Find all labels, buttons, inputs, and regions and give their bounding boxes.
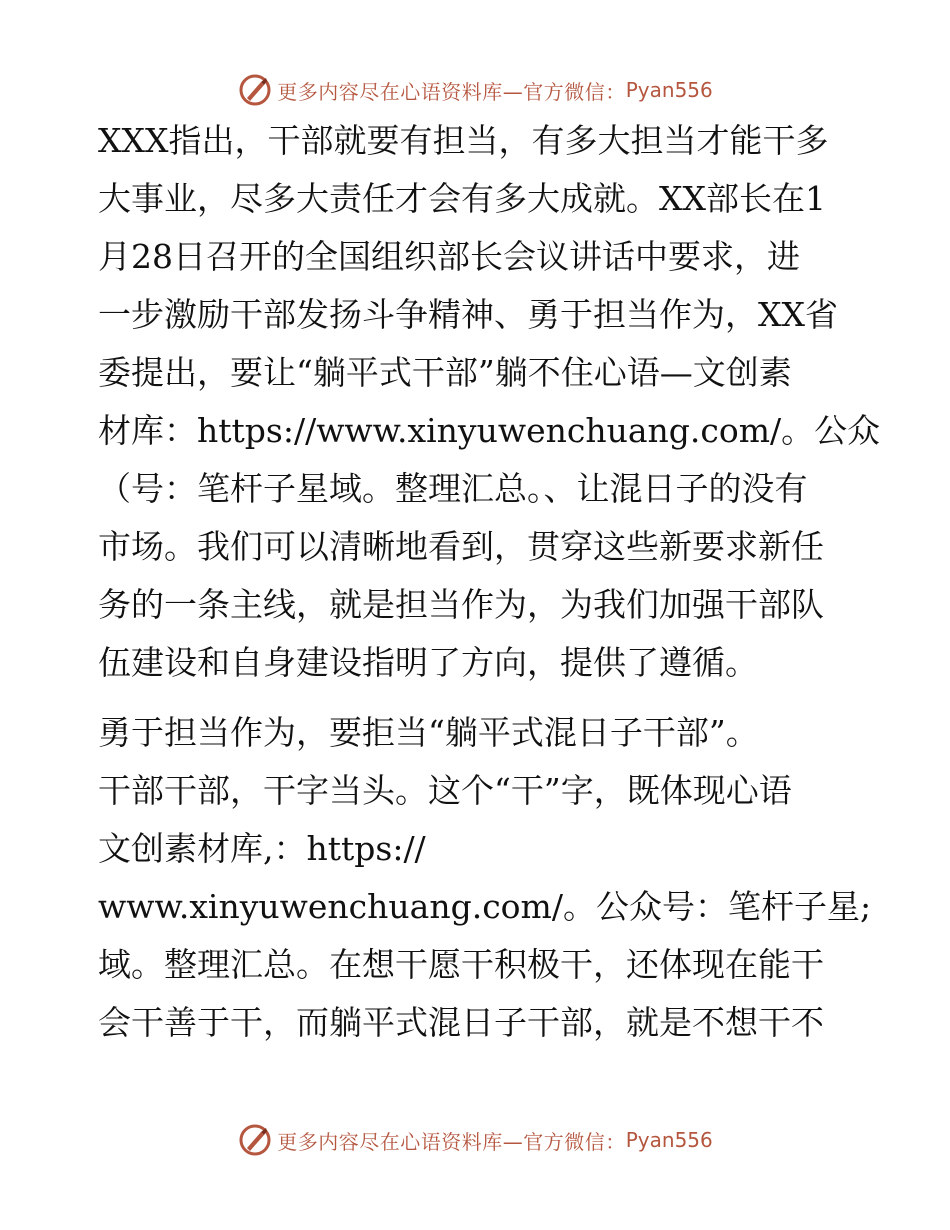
text-line: 干部干部，干字当头。这个“干”字，既体现心语	[98, 771, 792, 810]
paragraph-1	[98, 112, 881, 692]
banner-account: Pyan556	[625, 78, 713, 102]
document-body	[98, 112, 881, 1052]
text-line: 大事业，尽多大责任才会有多大成就。XX部长在1	[98, 179, 826, 218]
footer-banner	[0, 1120, 950, 1160]
header-banner	[0, 70, 950, 110]
text-line: 委提出，要让“躺平式干部”躺不住心语—文创素	[98, 353, 792, 392]
text-line: 一步激励干部发扬斗争精神、勇于担当作为，XX省	[98, 295, 838, 334]
text-line: 域。整理汇总。在想干愿干积极干，还体现在能干	[98, 945, 824, 984]
pen-logo-icon	[237, 72, 273, 108]
text-line: 文创素材库,：https://	[98, 829, 426, 868]
text-line: XXX指出，干部就要有担当，有多大担当才能干多	[98, 121, 829, 160]
text-line: （号：笔杆子星域。整理汇总。、让混日子的没有	[98, 469, 808, 508]
banner-text: 更多内容尽在心语资料库—官方微信：	[277, 79, 626, 104]
banner-text: 更多内容尽在心语资料库—官方微信：	[277, 1129, 626, 1154]
banner-account: Pyan556	[625, 1128, 713, 1152]
text-line: 会干善于干，而躺平式混日子干部，就是不想干不	[98, 1003, 824, 1042]
text-line: 务的一条主线，就是担当作为，为我们加强干部队	[98, 585, 824, 624]
pen-logo-icon	[237, 1122, 273, 1158]
paragraph-2	[98, 704, 872, 1052]
text-line: 月28日召开的全国组织部长会议讲话中要求，进	[98, 237, 800, 276]
text-line: 材库：https://www.xinyuwenchuang.com/。公众	[98, 411, 881, 450]
text-line: 伍建设和自身建设指明了方向，提供了遵循。	[98, 643, 758, 682]
text-line: www.xinyuwenchuang.com/。公众号：笔杆子星;	[98, 887, 872, 926]
text-line: 市场。我们可以清晰地看到，贯穿这些新要求新任	[98, 527, 824, 566]
text-line: 勇于担当作为，要拒当“躺平式混日子干部”。	[98, 713, 759, 752]
